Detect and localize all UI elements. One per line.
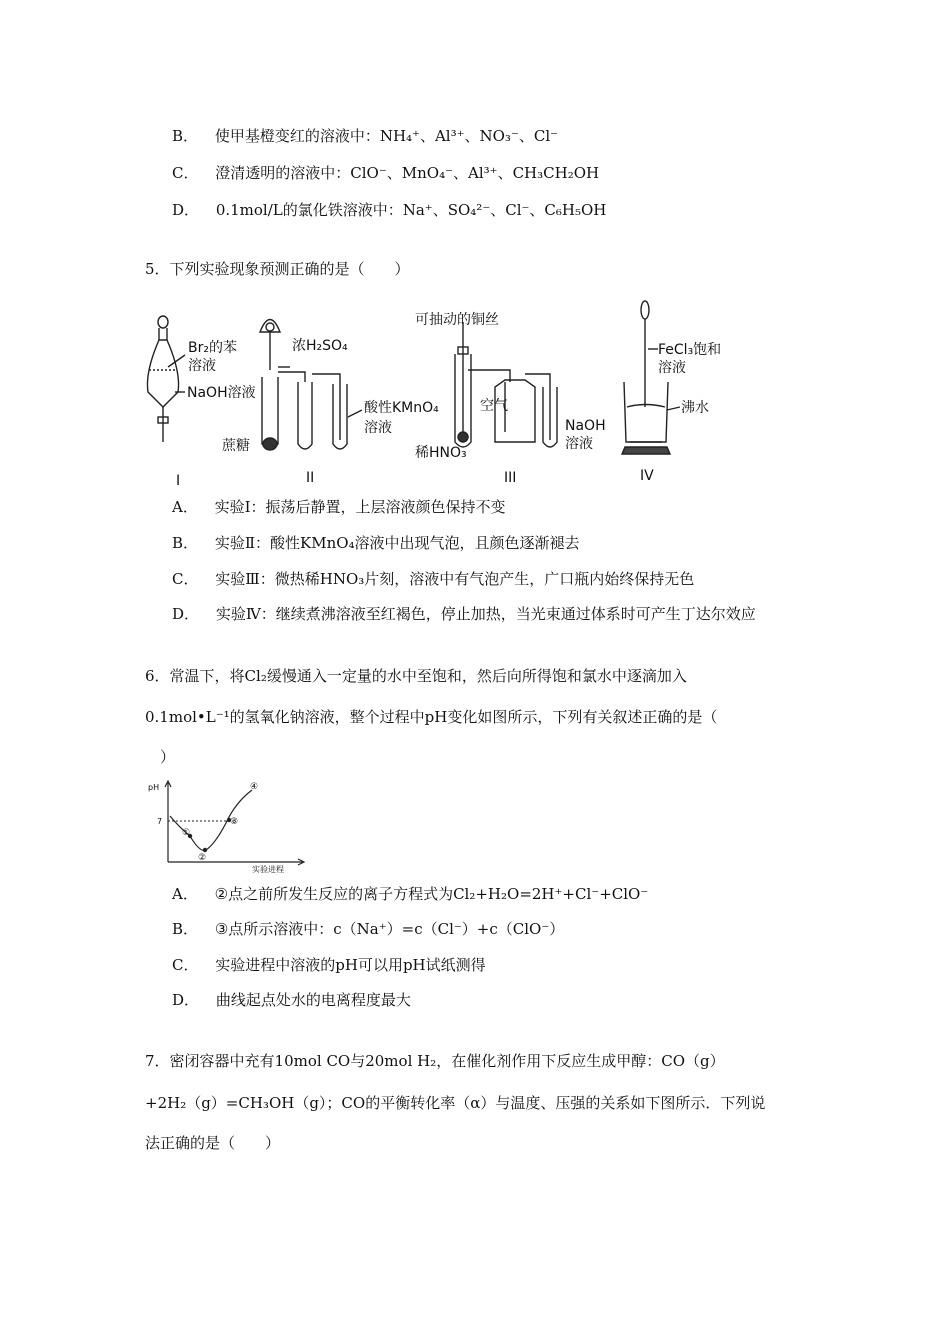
q6-option-c — [172, 954, 486, 975]
ph-curve — [170, 790, 252, 850]
q5-stem: 5．下列实验现象预测正确的是（ ） — [145, 260, 410, 278]
connecting-tube — [278, 372, 305, 382]
q4-option-c — [172, 162, 599, 183]
option-text: 使甲基橙变红的溶液中：NH₄⁺、Al³⁺、NO₃⁻、Cl⁻ — [214, 127, 559, 145]
leader-line — [667, 407, 680, 410]
q7-stem-line1: 7．密闭容器中充有10mol CO与20mol H₂，在催化剂作用下反应生成甲醇：CO（g） — [145, 1052, 725, 1070]
connecting-tube — [312, 374, 340, 384]
option-text: 0.1mol/L的氯化铁溶液中：Na⁺、SO₄²⁻、Cl⁻、C₆H₅OH — [215, 201, 607, 219]
option-letter: D． — [172, 201, 200, 219]
label-roman-4: IV — [640, 468, 654, 484]
q4-option-d — [172, 199, 606, 220]
q7-stem-line3: 法正确的是（ ） — [145, 1134, 281, 1152]
funnel-neck — [159, 328, 167, 340]
y-axis-label: pH — [148, 783, 160, 792]
q4-option-b — [172, 125, 558, 146]
label-roman-2: II — [306, 470, 315, 486]
option-text: ③点所示溶液中：c（Na⁺）=c（Cl⁻）+c（ClO⁻） — [214, 920, 565, 938]
label-conc-h2so4: 浓H₂SO₄ — [292, 338, 348, 354]
option-letter: D． — [172, 605, 200, 623]
option-text: ②点之前所发生反应的离子方程式为Cl₂+H₂O=2H⁺+Cl⁻+ClO⁻ — [214, 885, 649, 903]
option-text: 曲线起点处水的电离程度最大 — [215, 991, 411, 1009]
q6-ph-graph — [140, 778, 310, 873]
label-fecl3-saturated: FeCl₃饱和 — [658, 342, 722, 358]
label-copper-wire: 可抽动的铜丝 — [415, 312, 499, 328]
option-text: 实验Ⅳ：继续煮沸溶液至红褐色，停止加热，当光束通过体系时可产生丁达尔效应 — [215, 605, 756, 623]
label-br2-benzene: Br₂的苯 — [188, 340, 237, 356]
option-text: 实验Ⅲ：微热稀HNO₃片刻，溶液中有气泡产生，广口瓶内始终保持无色 — [215, 570, 695, 588]
label-naoh-solution: NaOH溶液 — [187, 385, 256, 401]
q6-option-d — [172, 989, 411, 1010]
q6-option-b — [172, 918, 564, 939]
point-label-3: ③ — [230, 817, 239, 827]
option-letter: B． — [172, 534, 199, 552]
beaker — [624, 382, 668, 442]
point-label-4: ④ — [250, 782, 259, 792]
q6-stem-line1: 6．常温下，将Cl₂缓慢通入一定量的水中至饱和，然后向所得饱和氯水中逐滴加入 — [145, 667, 687, 685]
tick-label-7: 7 — [157, 817, 163, 826]
option-letter: C． — [172, 956, 199, 974]
q5-option-c — [172, 568, 694, 589]
q5-apparatus-figure — [140, 292, 740, 492]
option-letter: D． — [172, 991, 200, 1009]
q5-option-b — [172, 532, 580, 553]
label-solution: 溶液 — [364, 420, 392, 436]
copper-coil — [458, 432, 468, 442]
q7-stem-line2: +2H₂（g）=CH₃OH（g）；CO的平衡转化率（α）与温度、压强的关系如下图所示．下列说 — [145, 1094, 766, 1112]
dropping-funnel — [260, 320, 280, 333]
q6-stem-line2: 0.1mol•L⁻¹的氢氧化钠溶液，整个过程中pH变化如图所示，下列有关叙述正确的是（ — [145, 708, 718, 726]
label-dilute-hno3: 稀HNO₃ — [415, 445, 467, 461]
label-sucrose: 蔗糖 — [222, 438, 250, 454]
option-letter: B． — [172, 920, 199, 938]
curve-point-2 — [203, 848, 206, 851]
label-air: 空气 — [480, 398, 508, 414]
stopper-shape — [266, 323, 274, 331]
sucrose-solid — [263, 438, 277, 450]
stopper-shape — [158, 316, 168, 328]
label-roman-3: III — [504, 470, 517, 486]
label-boiling-water: 沸水 — [681, 400, 709, 416]
separatory-funnel-body — [147, 340, 178, 407]
q6-option-a — [172, 883, 648, 904]
label-solution: 溶液 — [565, 436, 593, 452]
leader-line — [348, 410, 362, 417]
option-letter: C． — [172, 164, 199, 182]
label-solution: 溶液 — [658, 360, 686, 376]
label-roman-1: I — [176, 473, 181, 489]
option-text: 实验Ⅰ：振荡后静置，上层溶液颜色保持不变 — [214, 498, 506, 516]
connecting-tube — [525, 374, 550, 387]
q5-option-a — [172, 496, 506, 517]
label-acidic-kmno4: 酸性KMnO₄ — [364, 400, 439, 416]
option-text: 澄清透明的溶液中：ClO⁻、MnO₄⁻、Al³⁺、CH₃CH₂OH — [215, 164, 600, 182]
option-letter: B． — [172, 127, 199, 145]
dropper-bulb — [641, 301, 649, 319]
label-naoh: NaOH — [565, 418, 606, 434]
point-label-1: ① — [182, 828, 191, 838]
point-label-2: ② — [198, 853, 207, 863]
option-text: 实验进程中溶液的pH可以用pH试纸测得 — [215, 956, 486, 974]
q5-option-d — [172, 603, 756, 624]
option-letter: C． — [172, 570, 199, 588]
heater — [622, 447, 670, 454]
test-tube — [298, 382, 312, 449]
water-surface — [627, 405, 665, 408]
q6-stem-line3: ） — [160, 748, 176, 766]
option-text: 实验Ⅱ：酸性KMnO₄溶液中出现气泡，且颜色逐渐褪去 — [214, 534, 580, 552]
x-axis-label: 实验进程 — [252, 865, 284, 873]
option-letter: A． — [172, 498, 198, 516]
option-letter: A． — [172, 885, 198, 903]
label-solution: 溶液 — [188, 358, 216, 374]
